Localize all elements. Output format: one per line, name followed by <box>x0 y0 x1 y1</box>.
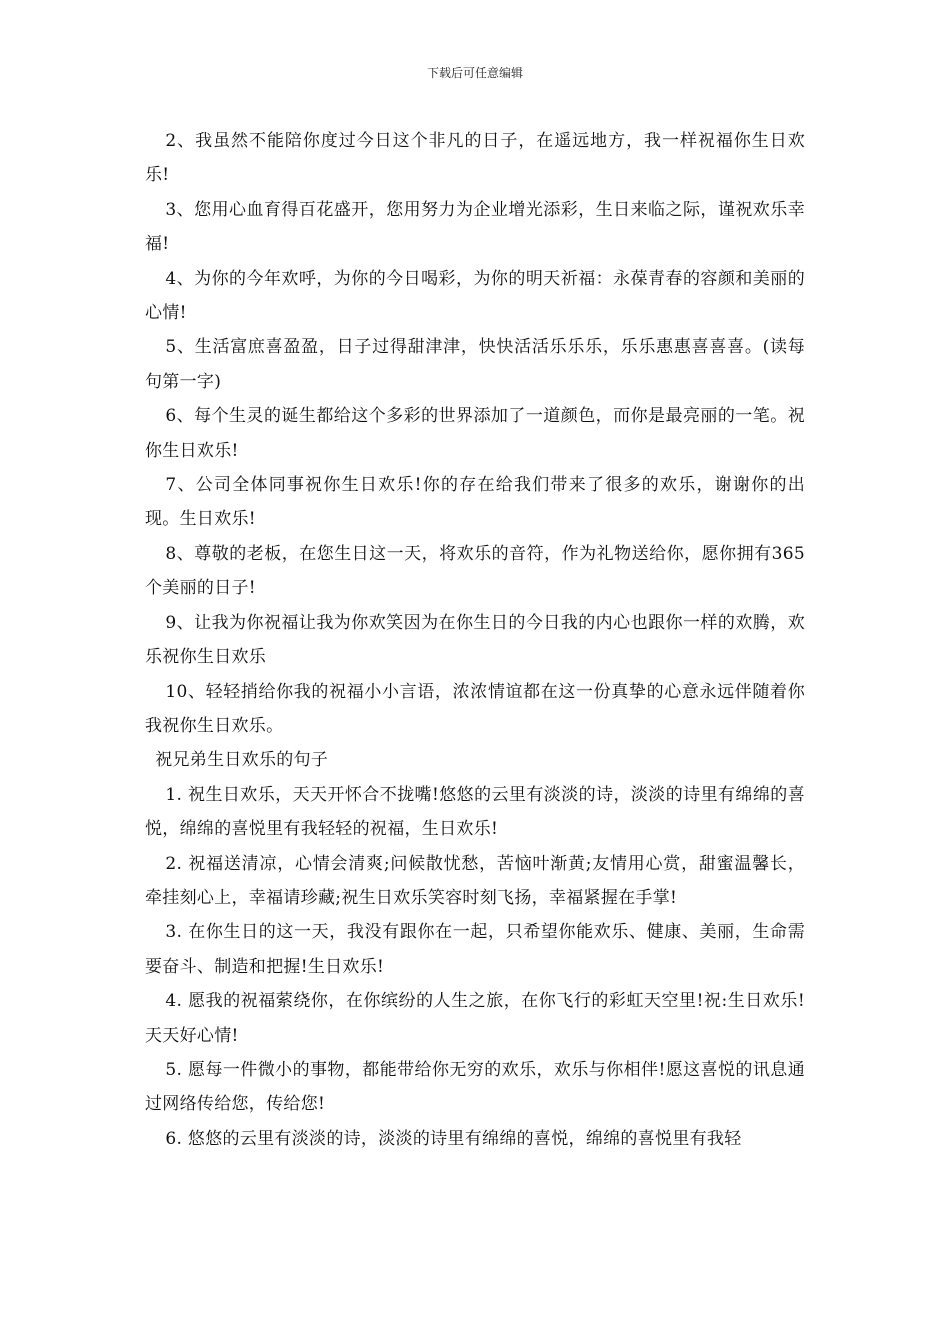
paragraph-brother-3: 3. 在你生日的这一天，我没有跟你在一起，只希望你能欢乐、健康、美丽，生命需要奋斗、制造和把握!生日欢乐! <box>145 922 805 977</box>
section-heading: 祝兄弟生日欢乐的句子 <box>155 750 329 771</box>
paragraph-wish-7: 7、公司全体同事祝你生日欢乐!你的存在给我们带来了很多的欢乐，谢谢你的出现。生日欢乐! <box>145 475 805 530</box>
paragraph-brother-2: 2. 祝福送清凉，心情会清爽;问候散忧愁，苦恼叶渐黄;友情用心赏，甜蜜温馨长，牵挂刻心上，幸福请珍藏;祝生日欢乐笑容时刻飞扬，幸福紧握在手掌! <box>145 853 805 908</box>
paragraph-brother-1: 1. 祝生日欢乐，天天开怀合不拢嘴!悠悠的云里有淡淡的诗，淡淡的诗里有绵绵的喜悦，绵绵的喜悦里有我轻轻的祝福，生日欢乐! <box>145 784 805 840</box>
paragraph-wish-8: 8、尊敬的老板，在您生日这一天，将欢乐的音符，作为礼物送给你，愿你拥有365个美丽的日子! <box>145 543 805 599</box>
paragraph-brother-5: 5. 愿每一件微小的事物，都能带给你无穷的欢乐，欢乐与你相伴!愿这喜悦的讯息通过网络传给您，传给您! <box>145 1059 805 1115</box>
paragraph-wish-6: 6、每个生灵的诞生都给这个多彩的世界添加了一道颜色，而你是最亮丽的一笔。祝你生日欢乐! <box>145 406 805 461</box>
paragraph-brother-4: 4. 愿我的祝福萦绕你，在你缤纷的人生之旅，在你飞行的彩虹天空里!祝:生日欢乐!天天好心情! <box>145 991 805 1046</box>
paragraph-wish-9: 9、让我为你祝福让我为你欢笑因为在你生日的今日我的内心也跟你一样的欢腾，欢乐祝你生日欢乐 <box>145 612 805 668</box>
paragraph-wish-2: 2、我虽然不能陪你度过今日这个非凡的日子，在遥远地方，我一样祝福你生日欢乐! <box>145 131 805 186</box>
paragraph-wish-5: 5、生活富庶喜盈盈，日子过得甜津津，快快活活乐乐乐，乐乐惠惠喜喜喜。(读每句第一字) <box>145 337 805 392</box>
paragraph-wish-3: 3、您用心血育得百花盛开，您用努力为企业增光添彩，生日来临之际，谨祝欢乐幸福! <box>145 199 805 255</box>
document-body <box>145 124 805 1156</box>
paragraph-brother-6: 6. 悠悠的云里有淡淡的诗，淡淡的诗里有绵绵的喜悦，绵绵的喜悦里有我轻 <box>165 1128 742 1149</box>
paragraph-wish-10: 10、轻轻捎给你我的祝福小小言语，浓浓情谊都在这一份真挚的心意永远伴随着你我祝你生日欢乐。 <box>145 681 805 736</box>
page-header-note: 下载后可任意编辑 <box>426 66 523 80</box>
paragraph-wish-4: 4、为你的今年欢呼，为你的今日喝彩，为你的明天祈福：永葆青春的容颜和美丽的心情! <box>145 268 805 324</box>
